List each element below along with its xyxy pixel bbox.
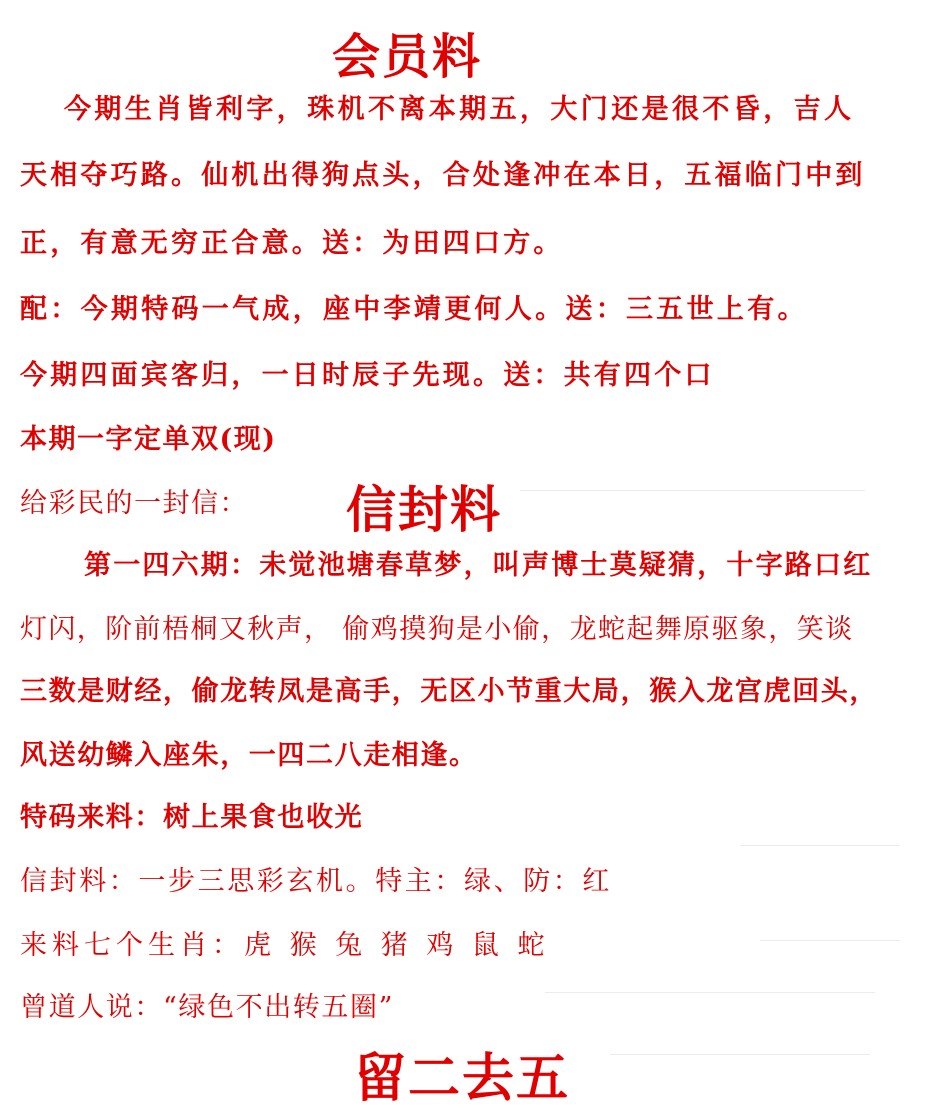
special-code-line: 特码来料：树上果食也收光 xyxy=(20,802,364,833)
taoist-saying-line: 曾道人说：“绿色不出转五圈” xyxy=(20,992,395,1023)
scan-line-4 xyxy=(545,992,875,993)
letter-label: 给彩民的一封信： xyxy=(20,488,248,519)
paragraph2-line2: 灯闪，阶前梧桐又秋声， 偷鸡摸狗是小偷，龙蛇起舞原驱象，笑谈 xyxy=(20,614,854,645)
scan-line-5 xyxy=(610,1054,870,1055)
paragraph1-line1: 今期生肖皆利字，珠机不离本期五，大门还是很不昏，吉人 xyxy=(64,94,855,125)
pei-line: 配：今期特码一气成，座中李靖更何人。送：三五世上有。 xyxy=(20,294,808,325)
scan-line-3 xyxy=(760,940,900,941)
scan-line-1 xyxy=(520,490,865,491)
envelope-material-line: 信封料：一步三思彩玄机。特主：绿、防：红 xyxy=(20,866,612,897)
keep-two-remove-five-title: 留二去五 xyxy=(354,1048,571,1109)
scan-line-2 xyxy=(740,845,900,846)
paragraph2-line1: 第一四六期：未觉池塘春草梦，叫声博士莫疑猜，十字路口红 xyxy=(84,550,873,581)
seven-zodiacs-line: 来料七个生肖：虎 猴 兔 猪 鸡 鼠 蛇 xyxy=(20,930,550,961)
paragraph1-line3: 正，有意无穷正合意。送：为田四口方。 xyxy=(20,228,564,259)
four-sides-line: 今期四面宾客归，一日时辰子先现。送：共有四个口 xyxy=(20,360,715,391)
paragraph2-line3: 三数是财经，偷龙转凤是高手，无区小节重大局，猴入龙宫虎回头， xyxy=(20,676,878,707)
single-double-line: 本期一字定单双(现) xyxy=(20,424,277,455)
paragraph1-line2: 天相夺巧路。仙机出得狗点头，合处逢冲在本日，五福临门中到 xyxy=(20,160,866,191)
paragraph2-line4: 风送幼鳞入座朱，一四二八走相逢。 xyxy=(20,740,478,771)
member-material-title: 会员料 xyxy=(332,29,483,85)
envelope-material-title: 信封料 xyxy=(346,480,502,539)
